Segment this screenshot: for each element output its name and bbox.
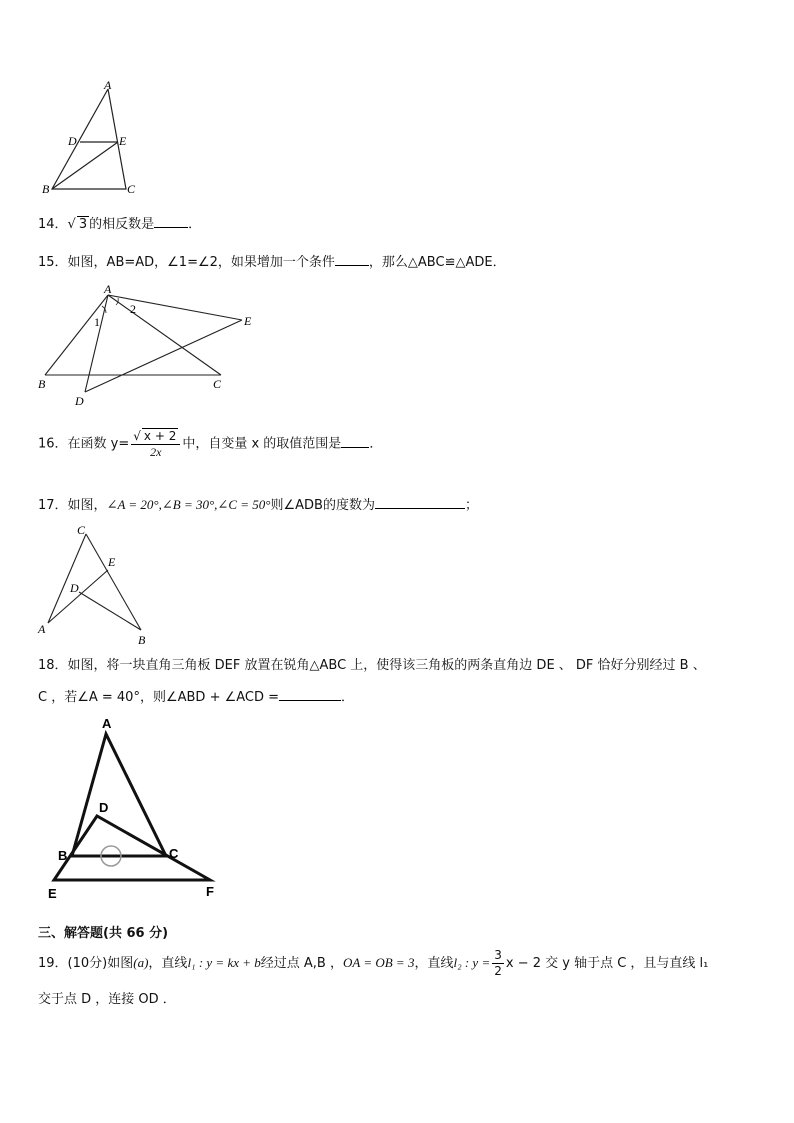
question-16 — [38, 428, 382, 460]
fig18-label-d: D — [99, 800, 109, 815]
q18-end: ． — [341, 690, 355, 705]
q16-post: 中，自变量 x 的取值范围是 — [182, 436, 342, 452]
section-title: 三、解答题(共 66 分) — [38, 926, 169, 941]
fig13-segment-be — [52, 142, 118, 189]
q17-answer-blank[interactable] — [375, 507, 465, 509]
fig13-label-c: C — [127, 182, 136, 196]
q19-p5: x − 2 交 y 轴于点 C ，且与直线 l₁ — [505, 956, 709, 971]
q15-text: 如图，AB=AD，∠1=∠2，如果增加一个条件 — [67, 255, 335, 270]
fig17-db — [79, 592, 141, 630]
question-18-line1 — [38, 654, 706, 673]
q17-mid: 则∠ADB的度数为 — [270, 498, 375, 513]
q19-denominator: 2 — [494, 964, 502, 978]
fig13-label-d: D — [68, 134, 77, 148]
figure-q15 — [36, 282, 266, 412]
q17-angles: ∠A = 20°,∠B = 30°,∠C = 50° — [106, 497, 271, 512]
q19-fraction — [492, 948, 504, 979]
q15-tail: ，那么△ABC≌△ADE． — [368, 255, 506, 270]
q19-numerator: 3 — [494, 948, 502, 962]
q16-answer-blank[interactable] — [341, 446, 369, 448]
figure-q18 — [44, 712, 234, 904]
fig18-label-e: E — [48, 886, 57, 901]
q18-line1: 18．如图，将一块直角三角板 DEF 放置在锐角△ABC 上，使得该三角板的两条直角边 DE 、 DF 恰好分别经过 B 、 — [38, 658, 706, 673]
fig17-label-d: D — [70, 581, 79, 595]
fig17-label-e: E — [108, 555, 116, 569]
fig17-label-a: A — [38, 622, 46, 636]
fig15-label-e: E — [244, 314, 252, 328]
fig17-ae — [48, 570, 108, 623]
q16-denominator: 2x — [150, 445, 162, 459]
q19-p4: ，直线 — [414, 956, 454, 971]
q14-answer-blank[interactable] — [154, 226, 188, 228]
q14-radicand: 3 — [78, 217, 88, 232]
q19-fig: (a) — [133, 955, 149, 970]
q19-p1: 如图 — [107, 956, 134, 971]
fig17-label-b: B — [138, 633, 146, 647]
q19-p3: 经过点 A,B ， — [260, 956, 343, 971]
question-17 — [38, 494, 478, 513]
fig18-label-a: A — [102, 716, 112, 731]
fig15-label-b: B — [38, 377, 46, 391]
q16-end: ． — [369, 436, 383, 452]
q14-text: 的相反数是 — [89, 217, 155, 232]
question-19-line2 — [38, 988, 176, 1007]
fig13-label-b: B — [42, 182, 50, 196]
q17-pre: 如图， — [67, 498, 107, 513]
q15-answer-blank[interactable] — [335, 264, 369, 266]
fig15-label-c: C — [213, 377, 222, 391]
q19-eq: OA = OB = 3 — [342, 955, 415, 970]
q19-score: (10分) — [67, 956, 108, 971]
q14-end: ． — [188, 217, 202, 232]
figure-q13 — [38, 78, 148, 198]
fig18-label-c: C — [169, 846, 179, 861]
fig13-triangle — [52, 89, 126, 189]
fig18-triangle-def — [54, 816, 210, 880]
fig15-label-2: 2 — [130, 302, 136, 316]
q17-number: 17． — [38, 498, 68, 513]
fig18-triangle-abc — [72, 734, 166, 856]
q16-fraction — [131, 428, 180, 460]
q18-line2: C ，若∠A = 40°，则∠ABD + ∠ACD = — [38, 690, 280, 705]
q14-sqrt: √ 3 — [67, 217, 88, 232]
q17-end: ； — [464, 498, 478, 513]
q18-answer-blank[interactable] — [279, 699, 341, 701]
fig15-ae — [108, 295, 242, 320]
fig18-label-b: B — [58, 848, 68, 863]
q19-number: 19． — [38, 956, 68, 971]
fig15-ac — [108, 295, 221, 375]
q19-l1: l₁ : y = kx + b — [187, 955, 261, 970]
fig15-label-d: D — [75, 394, 84, 408]
q15-number: 15． — [38, 255, 68, 270]
q16-numerator: √ x + 2 — [131, 428, 180, 445]
fig17-ca — [48, 534, 86, 623]
fig15-label-1: 1 — [94, 315, 100, 329]
fig13-label-e: E — [119, 134, 127, 148]
fig15-label-a: A — [104, 282, 112, 296]
question-18-line2 — [38, 686, 354, 705]
fig18-label-f: F — [206, 884, 214, 899]
question-19-line1 — [38, 948, 708, 979]
q19-p2: ，直线 — [148, 956, 188, 971]
question-15 — [38, 251, 506, 270]
q16-number: 16． — [38, 436, 68, 452]
figure-q17 — [34, 520, 164, 650]
question-14 — [38, 213, 201, 232]
q19-line2: 交于点 D ，连接 OD ． — [38, 992, 176, 1007]
fig17-label-c: C — [77, 523, 86, 537]
q16-pre: 在函数 y= — [67, 436, 130, 452]
q14-number: 14． — [38, 217, 68, 232]
q19-l2: l₂ : y = — [453, 955, 491, 970]
fig13-label-a: A — [104, 78, 112, 92]
